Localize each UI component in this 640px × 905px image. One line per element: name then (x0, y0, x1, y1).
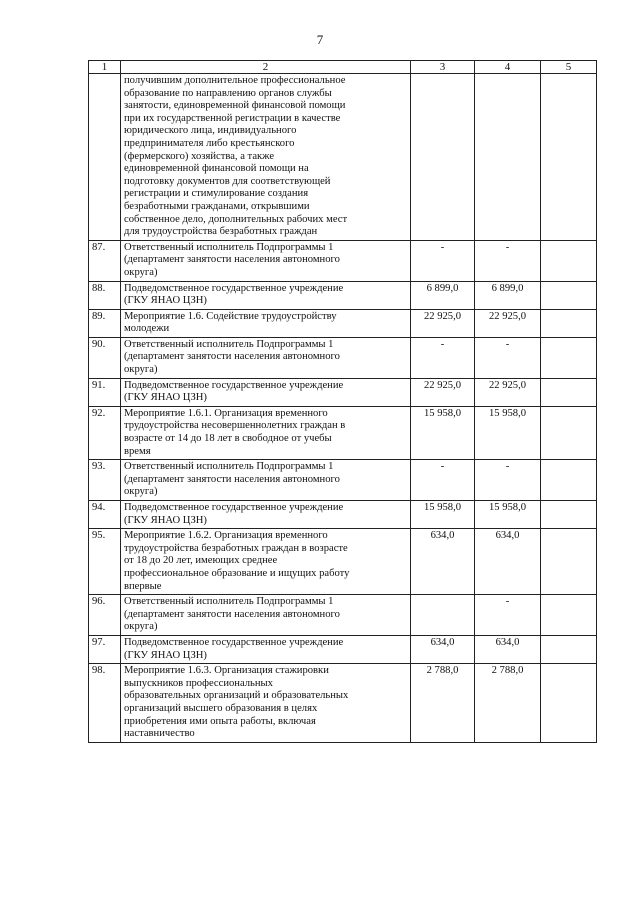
row-value-c4 (475, 74, 541, 241)
row-value-c5 (541, 460, 597, 501)
row-value-c3: - (411, 240, 475, 281)
column-header: 4 (475, 61, 541, 74)
description-line: округа) (124, 364, 158, 376)
description-line: округа) (124, 266, 158, 278)
description-line: трудоустройства безработных граждан в возрасте (124, 542, 348, 554)
description-line: (ГКУ ЯНАО ЦЗН) (124, 649, 207, 661)
table-header-row (89, 61, 597, 74)
row-value-c4: 6 899,0 (475, 281, 541, 309)
table-row (89, 501, 597, 529)
description-line: (департамент занятости населения автономного (124, 608, 340, 620)
description-line: (фермерского) хозяйства, а также (124, 150, 275, 162)
row-value-c4: 634,0 (475, 635, 541, 663)
row-value-c4: 2 788,0 (475, 664, 541, 743)
description-line: собственное дело, дополнительных рабочих мест (124, 213, 348, 225)
table-row (89, 635, 597, 663)
page-number: 7 (316, 32, 324, 47)
description-line: наставничество (124, 728, 195, 740)
row-description (121, 595, 411, 636)
description-line: время (124, 445, 151, 457)
table-row (89, 74, 597, 241)
row-description (121, 378, 411, 406)
row-number: 93. (89, 460, 121, 501)
row-description (121, 529, 411, 595)
row-description (121, 635, 411, 663)
table-row (89, 664, 597, 743)
description-line: (департамент занятости населения автономного (124, 254, 340, 266)
row-number: 94. (89, 501, 121, 529)
program-table (88, 60, 597, 743)
table-body (89, 74, 597, 743)
description-line: Ответственный исполнитель Подпрограммы 1 (124, 596, 334, 608)
description-line: образование по направлению органов службы (124, 87, 332, 99)
row-value-c4: 22 925,0 (475, 378, 541, 406)
description-line: (департамент занятости населения автономного (124, 351, 340, 363)
table-row (89, 240, 597, 281)
row-number: 89. (89, 309, 121, 337)
description-line: (ГКУ ЯНАО ЦЗН) (124, 514, 207, 526)
description-line: возрасте от 14 до 18 лет в свободное от учебы (124, 433, 332, 445)
row-number: 87. (89, 240, 121, 281)
description-line: Подведомственное государственное учреждение (124, 379, 344, 391)
row-value-c3 (411, 595, 475, 636)
row-value-c3: - (411, 460, 475, 501)
column-header: 1 (89, 61, 121, 74)
row-description (121, 309, 411, 337)
row-description (121, 337, 411, 378)
description-line: профессиональное образование и ищущих работу (124, 567, 350, 579)
description-line: Мероприятие 1.6.1. Организация временного (124, 407, 328, 419)
row-value-c5 (541, 501, 597, 529)
row-number: 91. (89, 378, 121, 406)
row-description (121, 406, 411, 459)
description-line: организаций высшего образования в целях (124, 702, 318, 714)
row-value-c4: 634,0 (475, 529, 541, 595)
row-description (121, 281, 411, 309)
description-line: Подведомственное государственное учреждение (124, 636, 344, 648)
description-line: для трудоустройства безработных граждан (124, 226, 318, 238)
row-number (89, 74, 121, 241)
description-line: юридического лица, индивидуального (124, 125, 297, 137)
description-line: Мероприятие 1.6.2. Организация временного (124, 530, 328, 542)
description-line: впервые (124, 580, 162, 592)
row-value-c4: - (475, 240, 541, 281)
row-value-c5 (541, 595, 597, 636)
table-row (89, 460, 597, 501)
row-value-c5 (541, 529, 597, 595)
description-line: образовательных организаций и образовательных (124, 690, 349, 702)
row-value-c4: 15 958,0 (475, 406, 541, 459)
table-row (89, 529, 597, 595)
description-line: Подведомственное государственное учреждение (124, 282, 344, 294)
description-line: округа) (124, 621, 158, 633)
description-line: Мероприятие 1.6.3. Организация стажировки (124, 665, 329, 677)
row-value-c5 (541, 378, 597, 406)
row-description (121, 664, 411, 743)
table-row (89, 595, 597, 636)
row-value-c4: - (475, 595, 541, 636)
description-line: трудоустройства несовершеннолетних граждан в (124, 420, 346, 432)
row-value-c5 (541, 337, 597, 378)
row-value-c5 (541, 635, 597, 663)
description-line: Подведомственное государственное учреждение (124, 502, 344, 513)
row-number: 96. (89, 595, 121, 636)
description-line: (ГКУ ЯНАО ЦЗН) (124, 295, 207, 307)
row-value-c5 (541, 309, 597, 337)
row-description (121, 240, 411, 281)
row-value-c5 (541, 664, 597, 743)
description-line: при их государственной регистрации в качестве (124, 112, 341, 124)
description-line: Ответственный исполнитель Подпрограммы 1 (124, 338, 334, 350)
row-value-c3: 22 925,0 (411, 309, 475, 337)
description-line: занятости, единовременной финансовой помощи (124, 100, 346, 112)
column-header: 5 (541, 61, 597, 74)
description-line: безработными гражданами, открывшими (124, 200, 310, 212)
description-line: выпускников профессиональных (124, 677, 273, 689)
table-row (89, 337, 597, 378)
description-line: подготовку документов для соответствующей (124, 175, 331, 187)
description-line: Мероприятие 1.6. Содействие трудоустройству (124, 310, 337, 322)
description-line: Ответственный исполнитель Подпрограммы 1 (124, 241, 334, 253)
column-header: 2 (121, 61, 411, 74)
row-value-c4: - (475, 460, 541, 501)
description-line: приобретения ими опыта работы, включая (124, 715, 316, 727)
row-number: 98. (89, 664, 121, 743)
row-value-c5 (541, 240, 597, 281)
row-number: 88. (89, 281, 121, 309)
description-line: получившим дополнительное профессиональное (124, 75, 346, 86)
description-line: регистрации и стимулирование создания (124, 188, 309, 200)
description-line: Ответственный исполнитель Подпрограммы 1 (124, 461, 334, 473)
table-row (89, 378, 597, 406)
row-value-c5 (541, 406, 597, 459)
table-row (89, 406, 597, 459)
row-number: 97. (89, 635, 121, 663)
row-value-c3: 15 958,0 (411, 406, 475, 459)
row-value-c3: 22 925,0 (411, 378, 475, 406)
description-line: молодежи (124, 323, 170, 335)
description-line: округа) (124, 486, 158, 498)
row-value-c4: - (475, 337, 541, 378)
row-value-c3: 2 788,0 (411, 664, 475, 743)
row-value-c3: 6 899,0 (411, 281, 475, 309)
row-value-c3: 634,0 (411, 635, 475, 663)
row-number: 95. (89, 529, 121, 595)
description-line: (ГКУ ЯНАО ЦЗН) (124, 392, 207, 404)
description-line: предпринимателя либо крестьянского (124, 137, 295, 149)
row-description (121, 501, 411, 529)
row-value-c5 (541, 74, 597, 241)
row-value-c5 (541, 281, 597, 309)
row-value-c3: 634,0 (411, 529, 475, 595)
row-description (121, 74, 411, 241)
row-value-c4: 22 925,0 (475, 309, 541, 337)
column-header: 3 (411, 61, 475, 74)
row-number: 92. (89, 406, 121, 459)
table-row (89, 281, 597, 309)
description-line: единовременной финансовой помощи на (124, 163, 309, 175)
row-value-c3: 15 958,0 (411, 501, 475, 529)
row-number: 90. (89, 337, 121, 378)
description-line: от 18 до 20 лет, имеющих среднее (124, 555, 278, 567)
row-description (121, 460, 411, 501)
row-value-c3 (411, 74, 475, 241)
table-row (89, 309, 597, 337)
row-value-c4: 15 958,0 (475, 501, 541, 529)
row-value-c3: - (411, 337, 475, 378)
description-line: (департамент занятости населения автономного (124, 473, 340, 485)
